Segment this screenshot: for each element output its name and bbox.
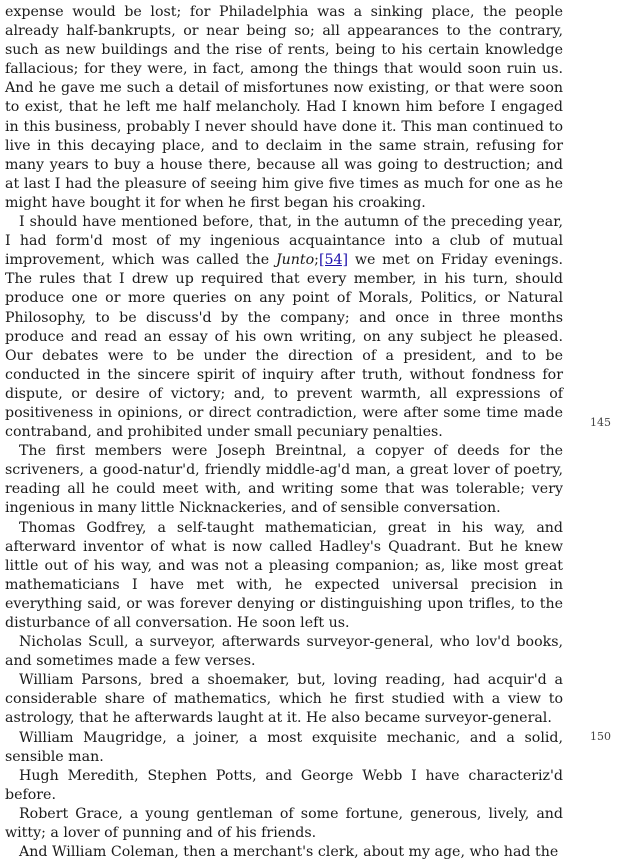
paragraph-text: we met on Friday evenings. The rules that I drew up required that every member, in his turn, should produce one or more queries on any point of Morals, Politics, or Natural Philosophy, to be discuss'd by the company; and once in three months produce and read an essay of his own writing, on any subject he pleased. Our debates were to be under the direction of a president, and to be conducted in the sincere spirit of inquiry after truth, without fondness for dispute, or desire of victory; and, to prevent warmth, all expressions of positiveness in opinions, or direct contradiction, were after some time made contraband, and prohibited under small pecuniary penalties. — [5, 252, 563, 441]
body-text — [5, 3, 563, 862]
paragraph: expense would be lost; for Philadelphia was a sinking place, the people already half-bankrupts, or near being so; all appearances to the contrary, such as new buildings and the rise of rents, being to his certain knowledge fallacious; for they were, in fact, among the things that would soon ruin us. And he gave me such a detail of misfortunes now existing, or that were soon to exist, that he left me half melancholy. Had I known him before I engaged in this business, probably I never should have done it. This man continued to live in this decaying place, and to declaim in the same strain, refusing for many years to buy a house there, because all was going to destruction; and at last I had the pleasure of seeing him give five times as much for one as he might have bought it for when he first began his croaking. — [5, 4, 563, 211]
paragraph: Thomas Godfrey, a self-taught mathematician, great in his way, and afterward inventor of what is now called Hadley's Quadrant. But he knew little out of his way, and was not a pleasing companion; as, like most great mathematicians I have met with, he expected universal precision in everything said, or was forever denying or distinguishing upon trifles, to the disturbance of all conversation. He soon left us. — [5, 519, 563, 631]
paragraph-text: I should have mentioned before, that, in the autumn of the preceding year, I had form'd most of my ingenious acquaintance into a club of mutual improvement, which was called the — [5, 214, 563, 269]
semicolon: ; — [314, 252, 319, 269]
paragraph-junto — [5, 213, 563, 442]
line-number: 150 — [590, 730, 611, 743]
paragraph: Hugh Meredith, Stephen Potts, and George Webb I have characteriz'd before. — [5, 767, 563, 803]
paragraph: And William Coleman, then a merchant's clerk, about my age, who had the — [19, 844, 559, 861]
junto-italic: Junto — [275, 252, 315, 269]
paragraph: The first members were Joseph Breintnal, a copyer of deeds for the scriveners, a good-natur'd, friendly middle-ag'd man, a great lover of poetry, reading all he could meet with, and writing some that was tolerable; very ingenious in many little Nicknackeries, and of sensible conversation. — [5, 443, 563, 517]
footnote-link-54[interactable]: [54] — [318, 252, 349, 269]
paragraph: Nicholas Scull, a surveyor, afterwards surveyor-general, who lov'd books, and sometimes made a few verses. — [5, 634, 563, 670]
paragraph: William Maugridge, a joiner, a most exquisite mechanic, and a solid, sensible man. — [5, 729, 563, 765]
line-number: 145 — [590, 416, 611, 429]
paragraph: Robert Grace, a young gentleman of some fortune, generous, lively, and witty; a lover of punning and of his friends. — [5, 805, 563, 842]
paragraph: William Parsons, bred a shoemaker, but, loving reading, had acquir'd a considerable share of mathematics, which he first studied with a view to astrology, that he afterwards laught at it. He also became surveyor-general. — [5, 672, 563, 727]
